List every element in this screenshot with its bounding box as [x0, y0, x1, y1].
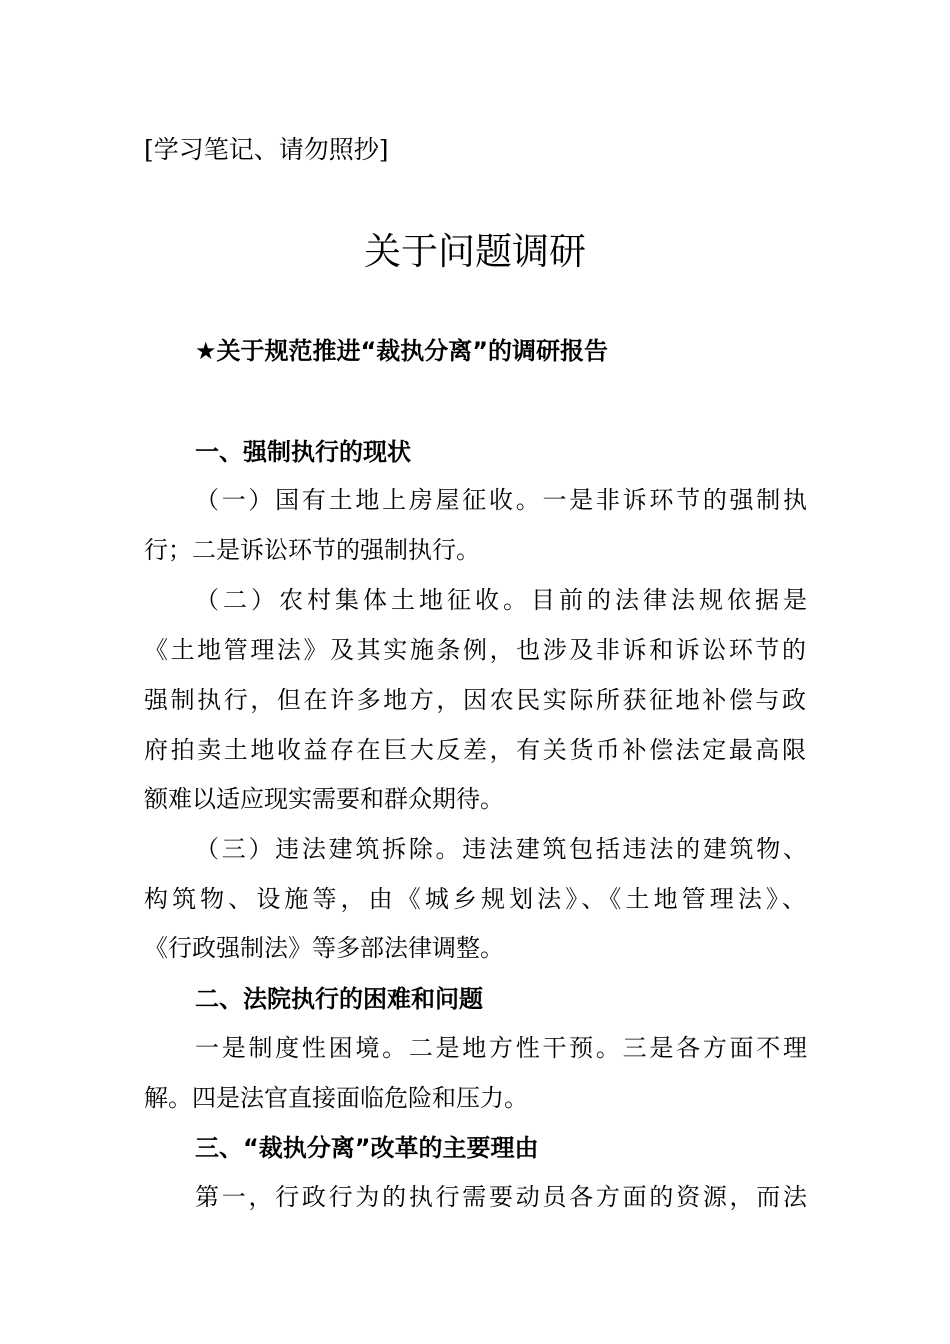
paragraph-line: （一）国有土地上房屋征收。一是非诉环节的强制执 [195, 486, 807, 514]
paragraph-line: 解。四是法官直接面临危险和压力。 [144, 1084, 528, 1112]
paragraph-line: （二）农村集体土地征收。目前的法律法规依据是 [195, 586, 807, 614]
paragraph-line: 第一，行政行为的执行需要动员各方面的资源，而法 [195, 1183, 807, 1211]
paragraph-line: 额难以适应现实需要和群众期待。 [144, 785, 504, 813]
paragraph-line: 《土地管理法》及其实施条例，也涉及非诉和诉讼环节的 [144, 636, 806, 664]
paragraph-line: 强制执行，但在许多地方，因农民实际所获征地补偿与政 [144, 686, 806, 714]
report-title: ★关于规范推进“裁执分离”的调研报告 [195, 337, 609, 365]
section-heading-2: 二、法院执行的困难和问题 [195, 985, 483, 1013]
paragraph-line: 府拍卖土地收益存在巨大反差，有关货币补偿法定最高限 [144, 736, 806, 764]
paragraph-line: 行；二是诉讼环节的强制执行。 [144, 536, 480, 564]
section-heading-3: 三、“裁执分离”改革的主要理由 [195, 1134, 539, 1162]
paragraph-line: 《行政强制法》等多部法律调整。 [144, 934, 504, 962]
paragraph-line: 一是制度性困境。二是地方性干预。三是各方面不理 [195, 1034, 807, 1062]
paragraph-line: （三）违法建筑拆除。违法建筑包括违法的建筑物、 [195, 835, 807, 863]
paragraph-line: 构筑物、设施等，由《城乡规划法》、《土地管理法》、 [144, 885, 806, 913]
study-note-label: [学习笔记、请勿照抄] [144, 135, 389, 164]
document-title: 关于问题调研 [364, 230, 586, 273]
section-heading-1: 一、强制执行的现状 [195, 438, 411, 466]
